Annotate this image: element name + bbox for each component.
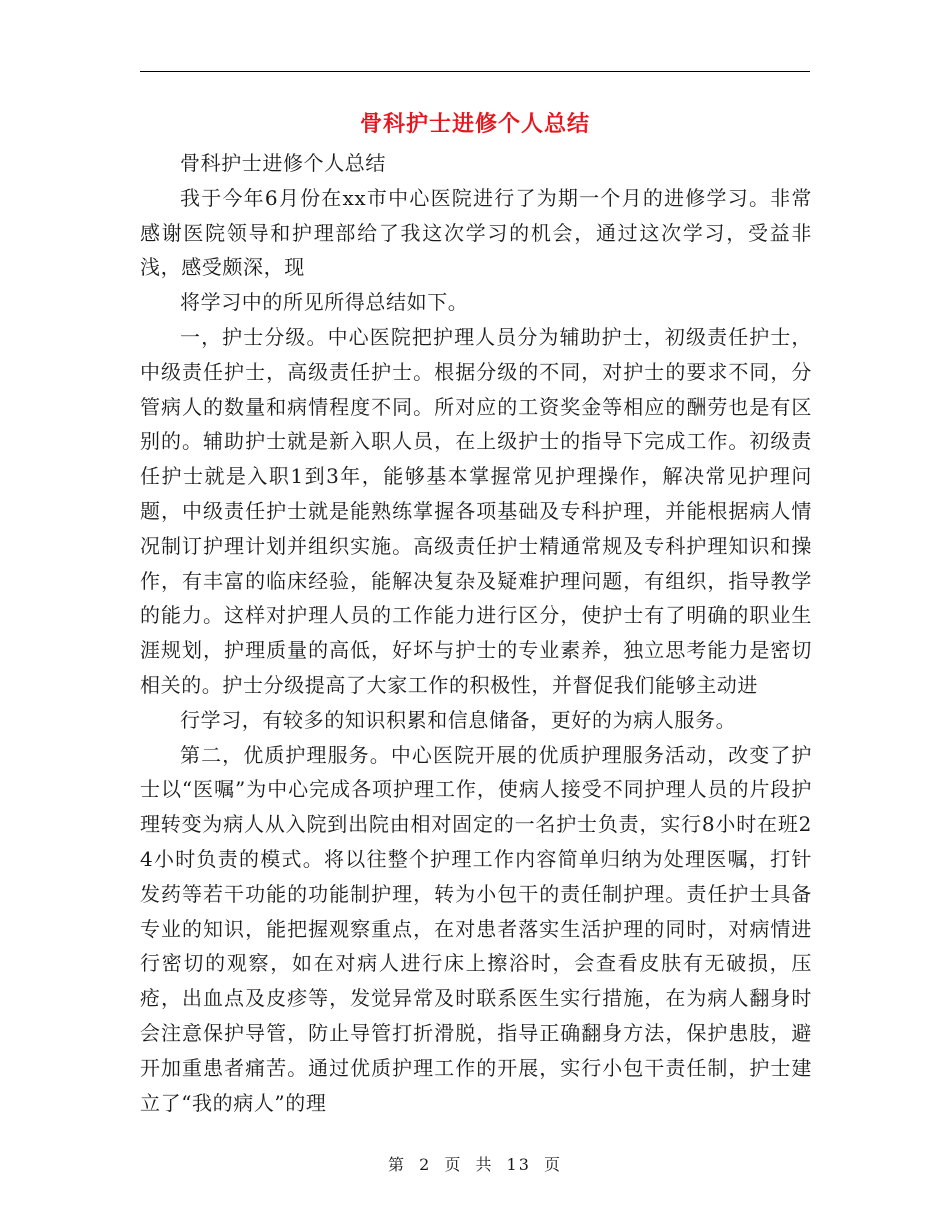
paragraph-intro-continued: 将学习中的所见所得总结如下。 [180, 290, 469, 315]
page-footer [0, 1152, 950, 1175]
document-body [140, 146, 812, 1120]
header-rule [140, 71, 810, 72]
paragraph-subtitle: 骨科护士进修个人总结 [180, 151, 386, 175]
paragraph-nurse-grading: 一，护士分级。中心医院把护理人员分为辅助护士，初级责任护士，中级责任护士，高级责任护士。根据分级的不同，对护士的要求不同，分管病人的数量和病情程度不同。所对应的工资奖金等相应的酬劳也是有区别的。辅助护士就是新入职人员，在上级护士的指导下完成工作。初级责任护士就是入职1到3年，能够基本掌握常见护理操作，解决常见护理问题，中级责任护士就是能熟练掌握各项基础及专科护理，并能根据病人情况制订护理计划并组织实施。高级责任护士精通常规及专科护理知识和操作，有丰富的临床经验，能解决复杂及疑难护理问题，有组织，指导教学的能力。这样对护理人员的工作能力进行区分，使护士有了明确的职业生涯规划，护理质量的高低，好坏与护士的专业素养，独立思考能力是密切相关的。护士分级提高了大家工作的积极性，并督促我们能够主动进 [140, 324, 812, 697]
page-number: 第 2 页 共 13 页 [388, 1155, 562, 1174]
document-title: 骨科护士进修个人总结 [359, 112, 590, 137]
paragraph-quality-nursing: 第二，优质护理服务。中心医院开展的优质护理服务活动，改变了护士以“医嘱”为中心完成各项护理工作，使病人接受不同护理人员的片段护理转变为病人从入院到出院由相对固定的一名护士负责，实行8小时在班24小时负责的模式。将以往整个护理工作内容简单归纳为处理医嘱，打针发药等若干功能的功能制护理，转为小包干的责任制护理。责任护士具备专业的知识，能把握观察重点，在对患者落实生活护理的同时，对病情进行密切的观察，如在对病人进行床上擦浴时，会查看皮肤有无破损，压疮，出血点及皮疹等，发觉异常及时联系医生实行措施，在为病人翻身时会注意保护导管，防止导管打折滑脱，指导正确翻身方法，保护患肢，避开加重患者痛苦。通过优质护理工作的开展，实行小包干责任制，护士建立了“我的病人”的理 [140, 742, 812, 1115]
paragraph-intro: 我于今年6月份在xx市中心医院进行了为期一个月的进修学习。非常感谢医院领导和护理部给了我这次学习的机会，通过这次学习，受益非浅，感受颇深，现 [140, 185, 812, 280]
paragraph-nurse-grading-continued: 行学习，有较多的知识积累和信息储备，更好的为病人服务。 [180, 707, 737, 732]
